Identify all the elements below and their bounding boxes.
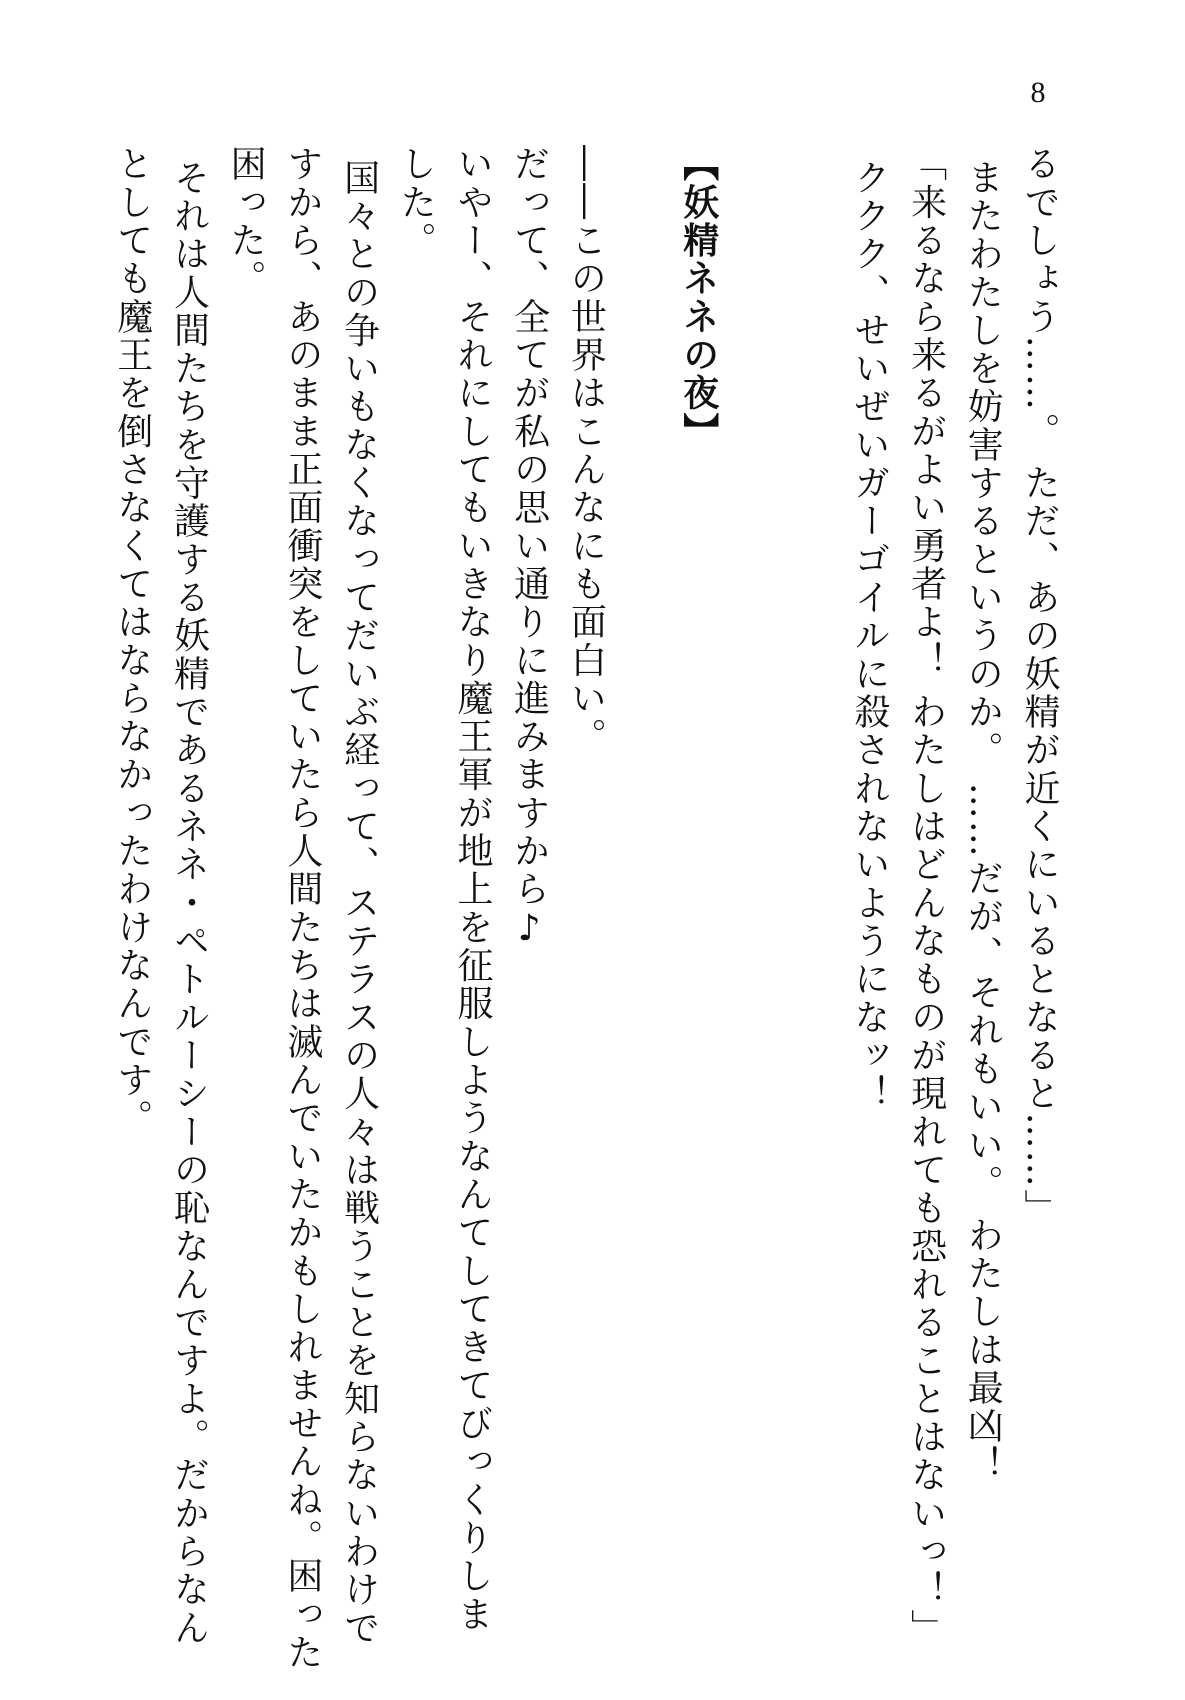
- blank-line: [613, 145, 670, 1615]
- text-line: だって、全てが私の思い通りに進みますから♪: [508, 145, 550, 952]
- text-line: した。: [395, 145, 437, 260]
- text-line: 「来るなら来るがよい勇者よ！ わたしはどんなものが現れても恐れることはないっ！」: [905, 145, 947, 1647]
- text-line: ククク、せいぜいガーゴイルに殺されないようになッ！: [848, 145, 890, 1113]
- page-number: 8: [1030, 76, 1046, 109]
- blank-line: [727, 145, 784, 1615]
- text-line: 困った。: [225, 145, 267, 298]
- text-line: またわたしを妨害するというのか。 ……だが、それもいい。 わたしは最凶！: [962, 145, 1004, 1484]
- vertical-text-block: [103, 145, 1067, 1672]
- text-line: いやー、それにしてもいきなり魔王軍が地上を征服しようなんてしてきてびっくりしま: [451, 145, 493, 1634]
- text-line: 国々との争いもなくなってだいぶ経って、ステラスの人々は戦うことを知らないわけで: [338, 145, 380, 1647]
- section-heading: 【妖精ネネの夜】: [677, 145, 720, 451]
- text-line: すから、あのまま正面衝突をしていたら人間たちは滅んでいたかもしれませんね。困った: [281, 145, 323, 1672]
- text-line: それは人間たちを守護する妖精であるネネ・ペトルーシーの恥なんですよ。だからなん: [168, 145, 210, 1647]
- text-line: るでしょう……。 ただ、あの妖精が近くにいるとなると……」: [1019, 145, 1060, 1228]
- blank-line: [783, 145, 840, 1615]
- text-line: ――この世界はこんなにも面白い。: [565, 145, 607, 756]
- text-line: としても魔王を倒さなくてはならなかったわけなんです。: [111, 145, 153, 1138]
